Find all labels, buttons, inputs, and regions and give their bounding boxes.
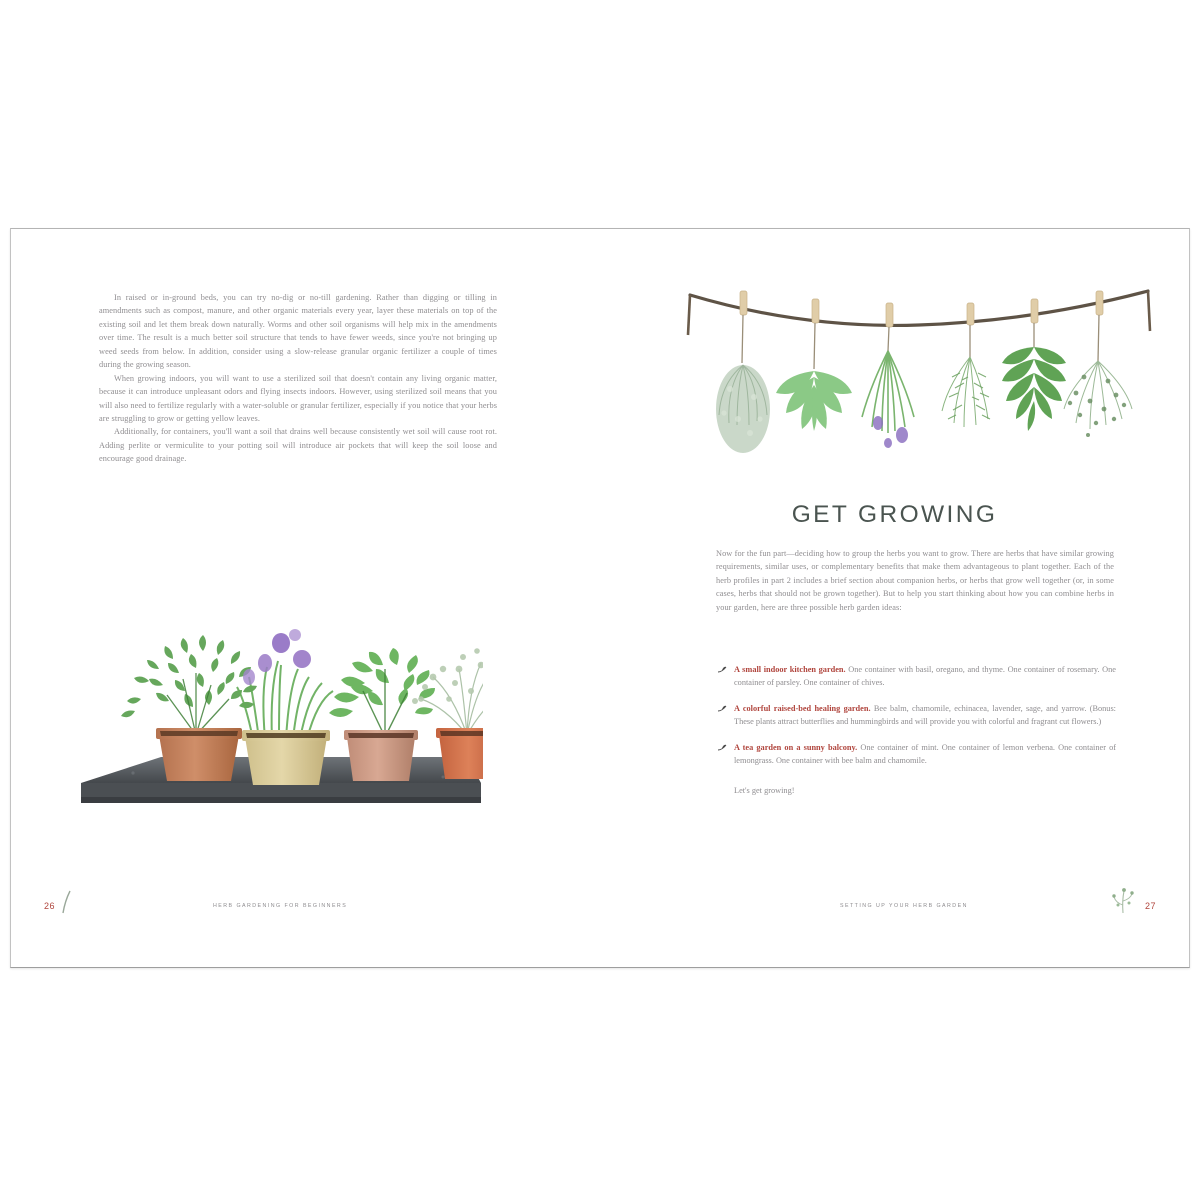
list-item-lead: A small indoor kitchen garden. xyxy=(734,665,846,674)
chive-blossoms xyxy=(243,629,311,685)
pot-pink-3 xyxy=(344,730,418,781)
herb-bunch-5 xyxy=(1002,347,1066,431)
list-item-lead: A colorful raised-bed healing garden. xyxy=(734,703,871,713)
leaf-bullet-icon xyxy=(717,704,728,713)
herb-bunch-6 xyxy=(1064,361,1132,429)
list-item-text: One container with basil, oregano, and thyme. One container of rosemary. One container of parsley. One container of chives. xyxy=(734,665,1116,688)
herb-garden-ideas-list xyxy=(716,663,1116,768)
list-item-text: Bee balm, chamomile, echinacea, lavender, sage, and yarrow. (Bonus: These plants attract butterflies and hummingbirds and will provide you with colorful and fragrant cut flowers.) xyxy=(734,703,1116,727)
hanging-herbs-illustration xyxy=(684,277,1154,477)
lavender-buds xyxy=(873,416,908,448)
sprig-icon-right xyxy=(1109,885,1137,915)
list-item-lead: A tea garden on a sunny balcony. xyxy=(734,742,858,752)
paragraph: When growing indoors, you will want to use a sterilized soil that doesn't contain any living organic matter, because it can introduce unpleasant odors and flying insects indoors. However, using sterilized soil means that you will also need to fertilize regularly with a water-soluble or granular fertilizer, especially if you notice that your herbs are struggling to grow or getting yellow leaves. xyxy=(99,373,497,423)
leaf-bullet-icon xyxy=(717,665,728,674)
paragraph: Now for the fun part—deciding how to group the herbs you want to grow. There are herbs that have similar growing requirements, similar uses, or complementary benefits that make them advantageous to plant together. Each of the herb profiles in part 2 includes a brief section about companion herbs, or herbs that grow well together (or, in some cases, herbs that should not be grown together). But to help you start thinking about how you can combine herbs in your garden, here are three possible herb garden ideas: xyxy=(716,549,1114,612)
herb-bunch-4 xyxy=(942,357,988,427)
page-title: GET GROWING xyxy=(791,501,998,528)
potted-herbs-illustration xyxy=(63,607,483,817)
running-head-right: SETTING UP YOUR HERB GARDEN xyxy=(840,903,968,909)
pot-terracotta-1 xyxy=(156,728,242,781)
running-head-left: HERB GARDENING FOR BEGINNERS xyxy=(213,903,348,909)
list-item xyxy=(716,663,1116,690)
left-page xyxy=(11,229,600,967)
clothespins xyxy=(740,291,1103,327)
herb-bunch-1 xyxy=(716,365,770,453)
herb-bunch-2 xyxy=(776,371,852,431)
paragraph: In raised or in-ground beds, you can try no-dig or no-till gardening. Rather than digging or tilling in amendments such as compost, manure, and other organic materials every year, layer these materials on top of the existing soil and let them break down naturally. Worms and other soil organisms will help mix in the amendments over time. The result is a much better soil structure that tends to have fewer weeds, since you're not bringing up weed seeds from below. In addition, consider using a slow-release granular organic fertilizer a couple of times during the growing season. xyxy=(99,293,497,370)
left-page-body-copy xyxy=(99,291,497,466)
herb-bunch-3 xyxy=(862,351,914,433)
paragraph: Additionally, for containers, you'll want a soil that drains well because consistently wet soil will cause root rot. Adding perlite or vermiculite to your potting soil will introduce air pockets that will keep the soil loose and encourage good drainage. xyxy=(99,427,497,464)
plant-basil xyxy=(329,648,435,717)
leaf-bullet-icon xyxy=(717,743,728,752)
plant-thyme xyxy=(421,663,483,735)
right-page-intro xyxy=(716,547,1114,614)
closing-line: Let's get growing! xyxy=(734,786,795,795)
list-item xyxy=(716,702,1116,729)
page-number-right: 27 xyxy=(1144,901,1156,911)
pot-cream-2 xyxy=(242,730,330,785)
book-spread xyxy=(10,228,1190,968)
right-page xyxy=(600,229,1189,967)
sprig-icon-left xyxy=(58,889,78,915)
list-item xyxy=(716,741,1116,768)
twine-line xyxy=(690,291,1148,325)
list-item-text: One container of mint. One container of lemon verbena. One container of lemongrass. One container with bee balm and chamomile. xyxy=(734,742,1116,766)
page-number-left: 26 xyxy=(44,901,56,911)
